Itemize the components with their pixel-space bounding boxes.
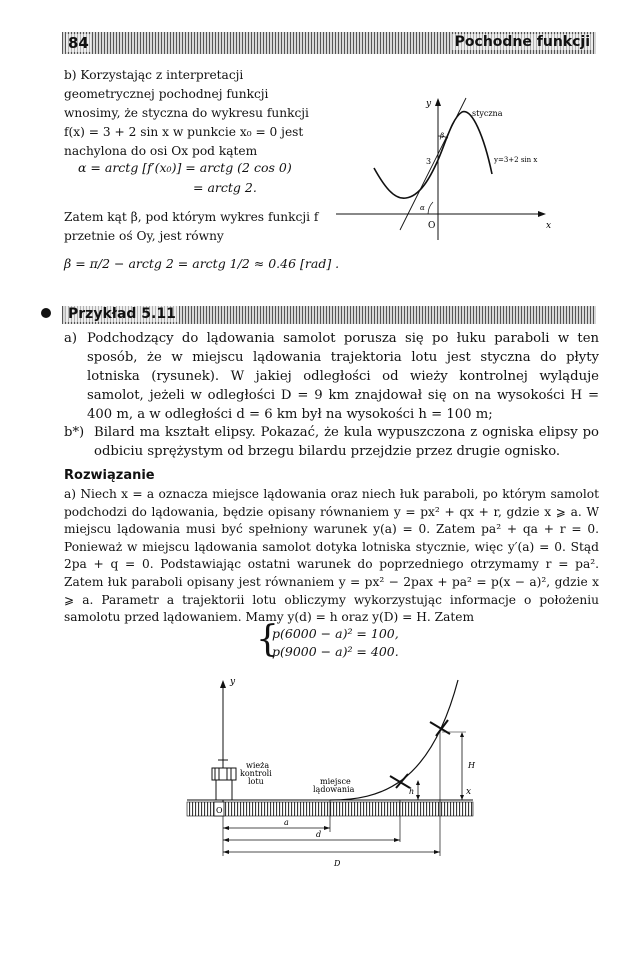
graph1-tangent-line (400, 98, 466, 230)
landing-label-2: lądowania (313, 785, 355, 794)
graph1-alpha-label: α (420, 204, 425, 212)
beta-text: Zatem kąt β, pod którym wykres funkcji f przetnie oś Oy, jest równy (64, 210, 319, 243)
graph1-beta-label: β (440, 132, 445, 140)
solution-text: a) Niech x = a oznacza miejsce lądowania oraz niech łuk paraboli, po którym samolot podchodzi do lądowania, będzie opisany równaniem y = px² + qx + r, gdzie x ⩾ a. W miejscu lądowania musi być spełniony warunek y(a) = 0. Zatem pa² + qa + r = 0. Ponieważ w miejscu lądowania samolot dotyka lotniska stycznie, więc y′(a) = 0. Stąd 2pa + q = 0. Podstawiając ostatni warunek do poprzedniego otrzymamy r = pa². Zatem łuk paraboli opisany jest równaniem y = px² − 2pax + pa² = p(x − a)², gdzie x ⩾ a. Parametr a trajektorii lotu obliczymy wykorzystując informacje o położeniu samolotu przed lądowaniem. Mamy y(d) = h oraz y(D) = H. Zatem (64, 487, 599, 625)
equation-2: p(9000 − a)² = 400. (272, 644, 399, 659)
graph1-y-arrow (435, 98, 441, 106)
graph1-alpha-arc (428, 202, 433, 214)
task-a-label: a) (64, 331, 78, 346)
landing-label-1: miejsce (320, 777, 351, 786)
graph1-curve-label: y=3+2 sin x (494, 156, 538, 164)
task-a (64, 329, 599, 424)
beta-formula: β = π/2 − arctg 2 = arctg 1/2 ≈ 0.46 [rad] . (64, 256, 340, 271)
graph1-y-label: y (426, 99, 432, 109)
page-number: 84 (68, 34, 89, 52)
tower-label-1: wieża (246, 761, 270, 770)
brace-icon: { (256, 619, 279, 660)
part-b-text: b) Korzystając z interpretacji geometrycznej pochodnej funkcji wnosimy, że styczna do wykresu funkcji f(x) = 3 + 2 sin x w punkcie x₀ = 0 jest nachylona do osi Ox pod kątem (64, 68, 309, 158)
graph2-origin-label: O (216, 806, 223, 815)
task-b (64, 423, 599, 461)
graph2-x-label: x (466, 787, 472, 797)
alpha-formula (78, 160, 318, 200)
alpha-formula-line1: α = arctg [f′(x₀)] = arctg (2 cos 0) (78, 160, 292, 175)
task-b-label: b*) (64, 425, 85, 440)
d-label: d (316, 830, 322, 839)
tower-label-3: lotu (248, 777, 264, 786)
section-title: Pochodne funkcji (452, 34, 593, 50)
task-b-text: Bilard ma kształt elipsy. Pokazać, że kula wypuszczona z ogniska elipsy po odbiciu sprężystym od brzegu bilardu przejdzie przez drugie ognisko. (94, 425, 599, 459)
graph2-y-label: y (230, 677, 236, 687)
a-label: a (284, 818, 289, 827)
sine-tangent-graph (334, 92, 564, 242)
example-title: Przykład 5.11 (65, 306, 179, 322)
H-label: H (468, 761, 475, 770)
graph1-tick-3: 3 (426, 157, 432, 166)
landing-diagram (180, 676, 480, 886)
task-a-text: Podchodzący do lądowania samolot porusza się po łuku paraboli w ten sposób, że w miejscu lądowania trajektoria lotu jest styczna do płyty lotniska (rysunek). W jakiej odległości od wieży kontrolnej wyląduje samolot, jeżeli w odległości D = 9 km znajdował się on na wysokości H = 400 m, a w odległości d = 6 km był na wysokości h = 100 m; (87, 331, 599, 422)
D-label: D (334, 859, 341, 868)
graph1-tangent-label: styczna (472, 109, 503, 118)
tower-label-2: kontroli (240, 769, 272, 778)
control-tower-icon (212, 752, 236, 800)
graph2-y-arrow (220, 680, 226, 688)
graph1-x-label: x (546, 221, 552, 231)
alpha-formula-line2: = arctg 2. (193, 180, 257, 195)
graph1-sine-curve (374, 112, 492, 199)
graph1-x-arrow (538, 211, 546, 217)
bullet-icon (41, 308, 51, 318)
graph1-origin-label: O (428, 221, 436, 231)
solution-heading: Rozwiązanie (64, 468, 155, 483)
equation-1: p(6000 − a)² = 100, (272, 626, 399, 641)
h-label: h (409, 787, 415, 796)
